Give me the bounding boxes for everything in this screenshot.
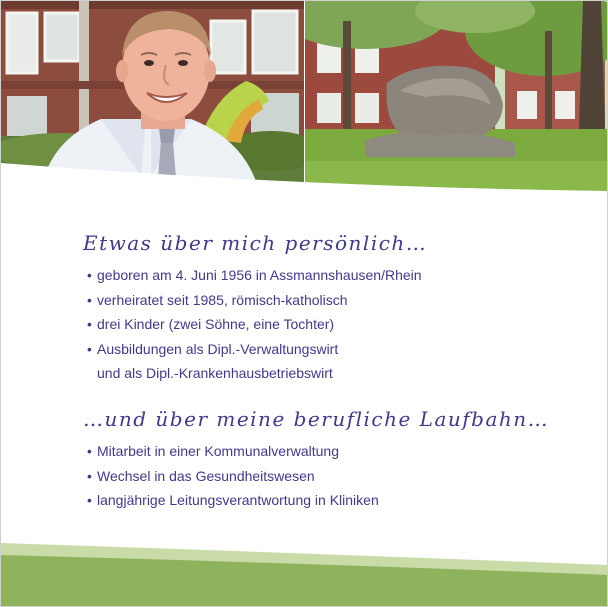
bullet-icon: • (87, 467, 92, 484)
list-item-text: verheiratet seit 1985, römisch-katholisch (97, 291, 348, 308)
list-item (87, 312, 422, 337)
list-item-text: langjährige Leitungsverantwortung in Kliniken (97, 492, 379, 508)
list-item (87, 263, 422, 288)
list-item (87, 439, 379, 464)
list-item (87, 337, 422, 386)
list-item-text: Ausbildungen als Dipl.-Verwaltungswirt (97, 340, 339, 357)
bullet-icon: • (87, 291, 92, 308)
bullet-icon: • (87, 267, 92, 283)
list-item (87, 488, 379, 513)
bullet-icon: • (87, 443, 92, 459)
list-item (87, 464, 379, 489)
green-bottom-wave (1, 531, 608, 607)
bullet-icon: • (87, 340, 92, 357)
personal-list (87, 263, 422, 386)
list-item-text: Wechsel in das Gesundheitswesen (97, 467, 315, 484)
list-item-text-continued: und als Dipl.-Krankenhausbetriebswirt (97, 365, 333, 381)
list-item (87, 288, 422, 313)
white-wave-divider (1, 151, 608, 211)
list-item-text: Mitarbeit in einer Kommunalverwaltung (97, 443, 339, 459)
career-heading: …und über meine berufliche Laufbahn… (83, 407, 550, 431)
list-item-text: drei Kinder (zwei Söhne, eine Tochter) (97, 316, 335, 332)
bullet-icon: • (87, 492, 92, 508)
personal-heading: Etwas über mich persönlich… (83, 231, 428, 255)
career-list (87, 439, 379, 513)
bullet-icon: • (87, 316, 92, 332)
list-item-text: geboren am 4. Juni 1956 in Assmannshausen/Rhein (97, 267, 422, 283)
